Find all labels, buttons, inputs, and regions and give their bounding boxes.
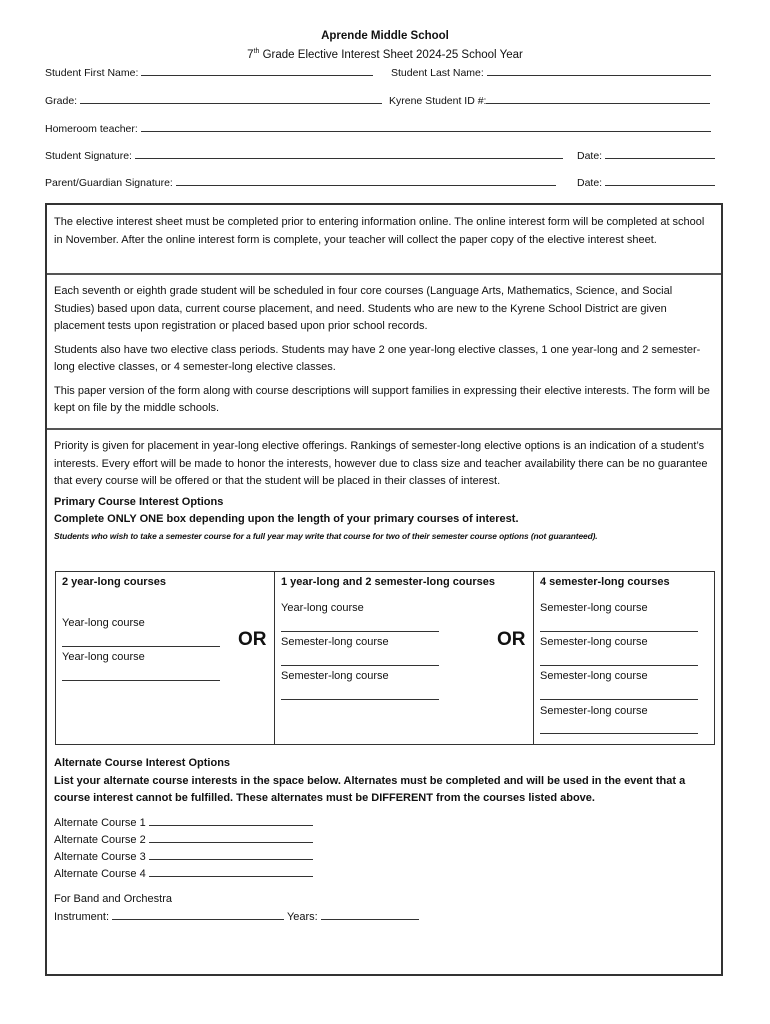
alternate-course-4-label: Alternate Course 4	[54, 868, 146, 880]
alternate-course-2-line[interactable]	[149, 833, 313, 843]
date-label-1: Date:	[577, 150, 603, 162]
date-line-1[interactable]	[605, 149, 715, 159]
col3-item-3: Semester-long course	[540, 670, 648, 682]
core-courses-text: Each seventh or eighth grade student will be scheduled in four core courses (Language Arts, Mathematics, Science, and Social Studies) based upon data, current course placement, and need. Students who are new to the Kyrene School District are given placement tests upon registration or placed based upon prior school records.	[54, 285, 673, 332]
col3-title: 4 semester-long courses	[540, 576, 670, 588]
priority-text: Priority is given for placement in year-long elective offerings. Rankings of semester-long elective options is an indication of a student’s interests. Every effort will be made to honor the interests, however due to class size and teacher availability there can be no guarantee that every course will be offered or that the student will be placed in their classes of interest.	[54, 440, 708, 487]
col3-line-2[interactable]	[540, 665, 698, 666]
last-name-field[interactable]	[391, 66, 711, 79]
col3-item-2: Semester-long course	[540, 636, 648, 648]
option-col-semester[interactable]	[534, 572, 714, 744]
alternate-course-3-label: Alternate Course 3	[54, 851, 146, 863]
col2-line-2[interactable]	[281, 665, 439, 666]
alternate-course-3[interactable]	[54, 850, 313, 863]
band-orchestra-heading: For Band and Orchestra	[54, 893, 173, 905]
student-signature-field[interactable]	[45, 149, 563, 162]
option-col-mixed[interactable]	[275, 572, 533, 744]
instrument-row[interactable]	[54, 910, 419, 923]
date-field-1[interactable]	[577, 149, 715, 162]
option-col-year-long[interactable]	[56, 572, 274, 744]
form-subtitle	[0, 48, 770, 61]
student-signature-label: Student Signature:	[45, 150, 132, 162]
or-label-2: OR	[497, 629, 526, 650]
section-divider-2	[47, 428, 721, 430]
alternates-instruction: List your alternate course interests in the space below. Alternates must be completed and will be used in the event that a course interest cannot be fulfilled. These alternates must be DIFFERENT from the courses listed above.	[54, 774, 686, 804]
alternate-course-1-line[interactable]	[149, 816, 313, 826]
alternate-course-2-label: Alternate Course 2	[54, 834, 146, 846]
col3-line-4[interactable]	[540, 733, 698, 734]
instrument-line[interactable]	[112, 910, 284, 920]
grade-label: Grade:	[45, 95, 78, 107]
years-label: Years:	[286, 911, 318, 923]
section-priority	[47, 438, 721, 543]
col3-line-3[interactable]	[540, 699, 698, 700]
parent-signature-line[interactable]	[176, 176, 556, 186]
student-signature-line[interactable]	[135, 149, 563, 159]
homeroom-label: Homeroom teacher:	[45, 123, 138, 135]
school-title: Aprende Middle School	[321, 30, 449, 42]
section-online-form	[47, 214, 721, 249]
alternate-course-4-line[interactable]	[149, 867, 313, 877]
instrument-label: Instrument:	[54, 911, 110, 923]
first-name-field[interactable]	[45, 66, 373, 79]
homeroom-field[interactable]	[45, 122, 711, 135]
alternate-course-3-line[interactable]	[149, 850, 313, 860]
date-field-2[interactable]	[577, 176, 715, 189]
col2-item-1: Year-long course	[281, 602, 364, 614]
col1-title: 2 year-long courses	[62, 576, 166, 588]
online-form-text: The elective interest sheet must be completed prior to entering information online. The online interest form will be completed at school in November. After the online interest form is complete, your teacher will collect the paper copy of the elective interest sheet.	[54, 216, 705, 246]
section-alternates	[47, 755, 721, 808]
grade-number: 7	[247, 48, 254, 61]
info-frame	[45, 203, 723, 976]
student-id-field[interactable]	[389, 94, 710, 107]
grade-superscript: th	[253, 48, 260, 55]
col1-line-1[interactable]	[62, 646, 220, 647]
last-name-line[interactable]	[487, 66, 711, 76]
alternate-course-1-label: Alternate Course 1	[54, 817, 146, 829]
col3-item-4: Semester-long course	[540, 705, 648, 717]
homeroom-line[interactable]	[141, 122, 711, 132]
first-name-label: Student First Name:	[45, 67, 139, 79]
student-id-line[interactable]	[486, 94, 710, 104]
or-label-1: OR	[238, 629, 267, 650]
grade-field[interactable]	[45, 94, 382, 107]
col3-line-1[interactable]	[540, 631, 698, 632]
col1-item-1: Year-long course	[62, 617, 145, 629]
first-name-line[interactable]	[141, 66, 373, 76]
col2-title: 1 year-long and 2 semester-long courses	[281, 576, 495, 588]
parent-signature-label: Parent/Guardian Signature:	[45, 177, 173, 189]
col2-line-1[interactable]	[281, 631, 439, 632]
parent-signature-field[interactable]	[45, 176, 556, 189]
student-id-label: Kyrene Student ID #:	[389, 95, 487, 107]
alternate-course-1[interactable]	[54, 816, 313, 829]
grade-line[interactable]	[80, 94, 382, 104]
subtitle-text: Grade Elective Interest Sheet 2024-25 School Year	[259, 48, 523, 61]
paper-version-text: This paper version of the form along with course descriptions will support families in expressing their elective interests. The form will be kept on file by the middle schools.	[54, 384, 710, 414]
elective-periods-text: Students also have two elective class periods. Students may have 2 one year-long elective classes, 1 one year-long and 2 semester-long elective classes, or 4 semester-long elective classes.	[54, 343, 701, 373]
alternates-heading: Alternate Course Interest Options	[54, 757, 231, 769]
section-scheduling	[47, 283, 721, 418]
col1-item-2: Year-long course	[62, 651, 145, 663]
col3-item-1: Semester-long course	[540, 602, 648, 614]
section-divider-1	[47, 273, 721, 275]
col2-line-3[interactable]	[281, 699, 439, 700]
years-line[interactable]	[321, 910, 419, 920]
col1-line-2[interactable]	[62, 680, 220, 681]
date-line-2[interactable]	[605, 176, 715, 186]
primary-options-heading: Primary Course Interest Options	[54, 495, 224, 508]
last-name-label: Student Last Name:	[391, 67, 484, 79]
col2-item-3: Semester-long course	[281, 670, 389, 682]
alternate-course-2[interactable]	[54, 833, 313, 846]
alternate-course-4[interactable]	[54, 867, 313, 880]
primary-options-instruction: Complete ONLY ONE box depending upon the length of your primary courses of interest.	[54, 513, 519, 525]
primary-options-box	[55, 571, 715, 745]
col2-item-2: Semester-long course	[281, 636, 389, 648]
date-label-2: Date:	[577, 177, 603, 189]
semester-note: Students who wish to take a semester course for a full year may write that course for two of their semester course options (not guaranteed).	[54, 530, 598, 541]
